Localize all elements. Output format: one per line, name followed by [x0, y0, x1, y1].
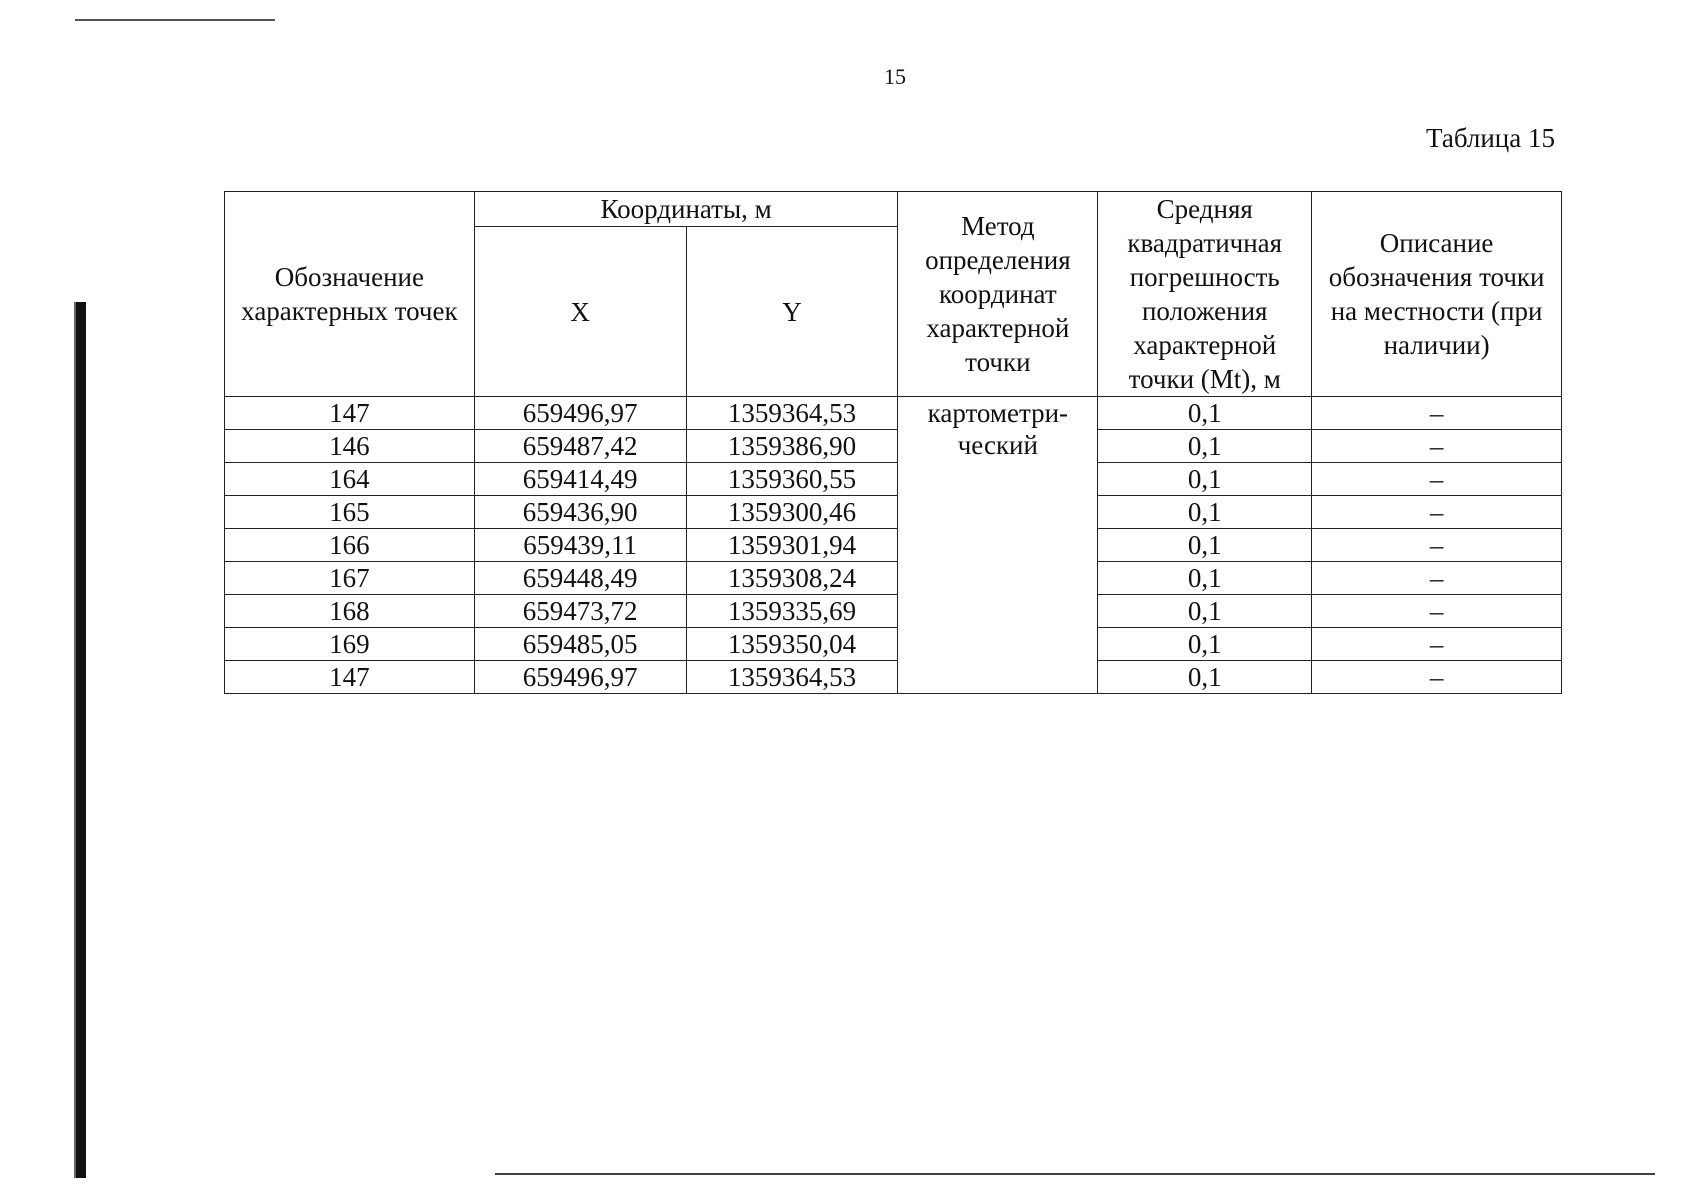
table-row	[225, 430, 1562, 463]
cell-error: 0,1	[1098, 628, 1312, 661]
cell-description: –	[1312, 496, 1562, 529]
cell-x: 659473,72	[474, 595, 686, 628]
cell-y: 1359308,24	[686, 562, 898, 595]
cell-error: 0,1	[1098, 529, 1312, 562]
table-row	[225, 595, 1562, 628]
header-points: Обозначение характерных точек	[225, 192, 475, 397]
cell-x: 659485,05	[474, 628, 686, 661]
cell-y: 1359364,53	[686, 661, 898, 694]
cell-y: 1359364,53	[686, 397, 898, 430]
cell-x: 659448,49	[474, 562, 686, 595]
cell-y: 1359301,94	[686, 529, 898, 562]
scan-artifact-bottom-line	[495, 1173, 1655, 1175]
cell-point: 168	[225, 595, 475, 628]
cell-description: –	[1312, 463, 1562, 496]
table-row	[225, 562, 1562, 595]
page-number: 15	[884, 64, 906, 89]
cell-description: –	[1312, 529, 1562, 562]
cell-error: 0,1	[1098, 661, 1312, 694]
table-caption: Таблица 15	[1426, 123, 1555, 153]
header-x: X	[474, 227, 686, 397]
cell-description: –	[1312, 628, 1562, 661]
cell-error: 0,1	[1098, 430, 1312, 463]
cell-x: 659436,90	[474, 496, 686, 529]
cell-x: 659414,49	[474, 463, 686, 496]
cell-error: 0,1	[1098, 562, 1312, 595]
cell-description: –	[1312, 595, 1562, 628]
table-row	[225, 463, 1562, 496]
coordinates-table	[224, 191, 1562, 694]
cell-description: –	[1312, 397, 1562, 430]
cell-point: 147	[225, 397, 475, 430]
cell-point: 164	[225, 463, 475, 496]
header-coordinates: Координаты, м	[474, 192, 898, 227]
cell-point: 166	[225, 529, 475, 562]
scan-artifact-top-line	[75, 19, 275, 21]
table-row	[225, 529, 1562, 562]
cell-method: картометри-ческий	[898, 397, 1098, 694]
cell-error: 0,1	[1098, 397, 1312, 430]
table-row	[225, 661, 1562, 694]
cell-description: –	[1312, 562, 1562, 595]
table-row	[225, 628, 1562, 661]
header-method: Метод определения координат характерной точки	[898, 192, 1098, 397]
table-row	[225, 496, 1562, 529]
cell-y: 1359300,46	[686, 496, 898, 529]
cell-error: 0,1	[1098, 595, 1312, 628]
cell-x: 659439,11	[474, 529, 686, 562]
table-body	[225, 397, 1562, 694]
cell-x: 659487,42	[474, 430, 686, 463]
header-y: Y	[686, 227, 898, 397]
scan-artifact-binding-bar	[76, 302, 86, 1178]
header-description: Описание обозначения точки на местности (при наличии)	[1312, 192, 1562, 397]
cell-point: 146	[225, 430, 475, 463]
cell-x: 659496,97	[474, 661, 686, 694]
cell-point: 165	[225, 496, 475, 529]
cell-description: –	[1312, 430, 1562, 463]
cell-x: 659496,97	[474, 397, 686, 430]
cell-y: 1359335,69	[686, 595, 898, 628]
cell-y: 1359350,04	[686, 628, 898, 661]
cell-error: 0,1	[1098, 496, 1312, 529]
cell-description: –	[1312, 661, 1562, 694]
cell-point: 169	[225, 628, 475, 661]
cell-y: 1359360,55	[686, 463, 898, 496]
cell-error: 0,1	[1098, 463, 1312, 496]
cell-point: 167	[225, 562, 475, 595]
cell-point: 147	[225, 661, 475, 694]
table-row	[225, 397, 1562, 430]
cell-y: 1359386,90	[686, 430, 898, 463]
header-error: Средняя квадратичная погрешность положения характерной точки (Mt), м	[1098, 192, 1312, 397]
